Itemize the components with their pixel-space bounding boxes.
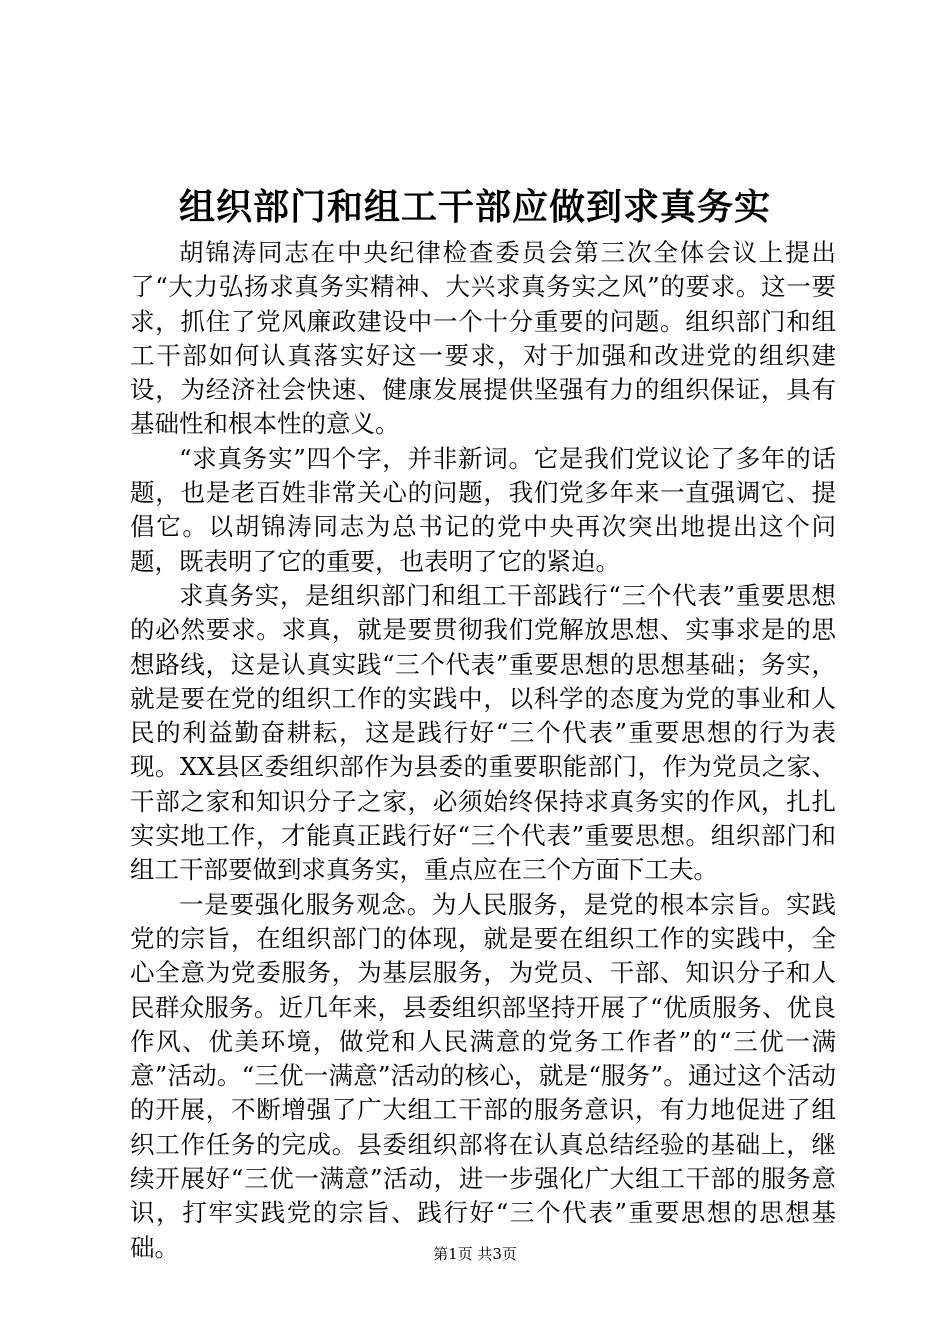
page-number: 第1页 共3页: [433, 1245, 517, 1263]
page-footer: [0, 1244, 950, 1264]
document-body: [130, 236, 836, 1265]
paragraph-4: 一是要强化服务观念。为人民服务，是党的根本宗旨。实践党的宗旨，在组织部门的体现，就是要在组织工作的实践中，全心全意为党委服务，为基层服务，为党员、干部、知识分子和人民群众服务。近几年来，县委组织部坚持开展了“优质服务、优良作风、优美环境，做党和人民满意的党务工作者”的“三优一满意”活动。“三优一满意”活动的核心，就是“服务”。通过这个活动的开展，不断增强了广大组工干部的服务意识，有力地促进了组织工作任务的完成。县委组织部将在认真总结经验的基础上，继续开展好“三优一满意”活动，进一步强化广大组工干部的服务意识，打牢实践党的宗旨、践行好“三个代表”重要思想的思想基础。: [130, 889, 836, 1262]
document-title: 组织部门和组工干部应做到求真务实: [178, 186, 771, 228]
paragraph-3: 求真务实，是组织部门和组工干部践行“三个代表”重要思想的必然要求。求真，就是要贯彻我们党解放思想、实事求是的思想路线，这是认真实践“三个代表”重要思想的思想基础；务实，就是要在党的组织工作的实践中，以科学的态度为党的事业和人民的利益勤奋耕耘，这是践行好“三个代表”重要思想的行为表现。XX县区委组织部作为县委的重要职能部门，作为党员之家、干部之家和知识分子之家，必须始终保持求真务实的作风，扎扎实实地工作，才能真正践行好“三个代表”重要思想。组织部门和组工干部要做到求真务实，重点应在三个方面下工夫。: [130, 580, 836, 885]
paragraph-2: “求真务实”四个字，并非新词。它是我们党议论了多年的话题，也是老百姓非常关心的问题，我们党多年来一直强调它、提倡它。以胡锦涛同志为总书记的党中央再次突出地提出这个问题，既表明了它的重要，也表明了它的紧迫。: [130, 443, 836, 576]
paragraph-1: 胡锦涛同志在中央纪律检查委员会第三次全体会议上提出了“大力弘扬求真务实精神、大兴求真务实之风”的要求。这一要求，抓住了党风廉政建设中一个十分重要的问题。组织部门和组工干部如何认真落实好这一要求，对于加强和改进党的组织建设，为经济社会快速、健康发展提供坚强有力的组织保证，具有基础性和根本性的意义。: [130, 238, 836, 439]
